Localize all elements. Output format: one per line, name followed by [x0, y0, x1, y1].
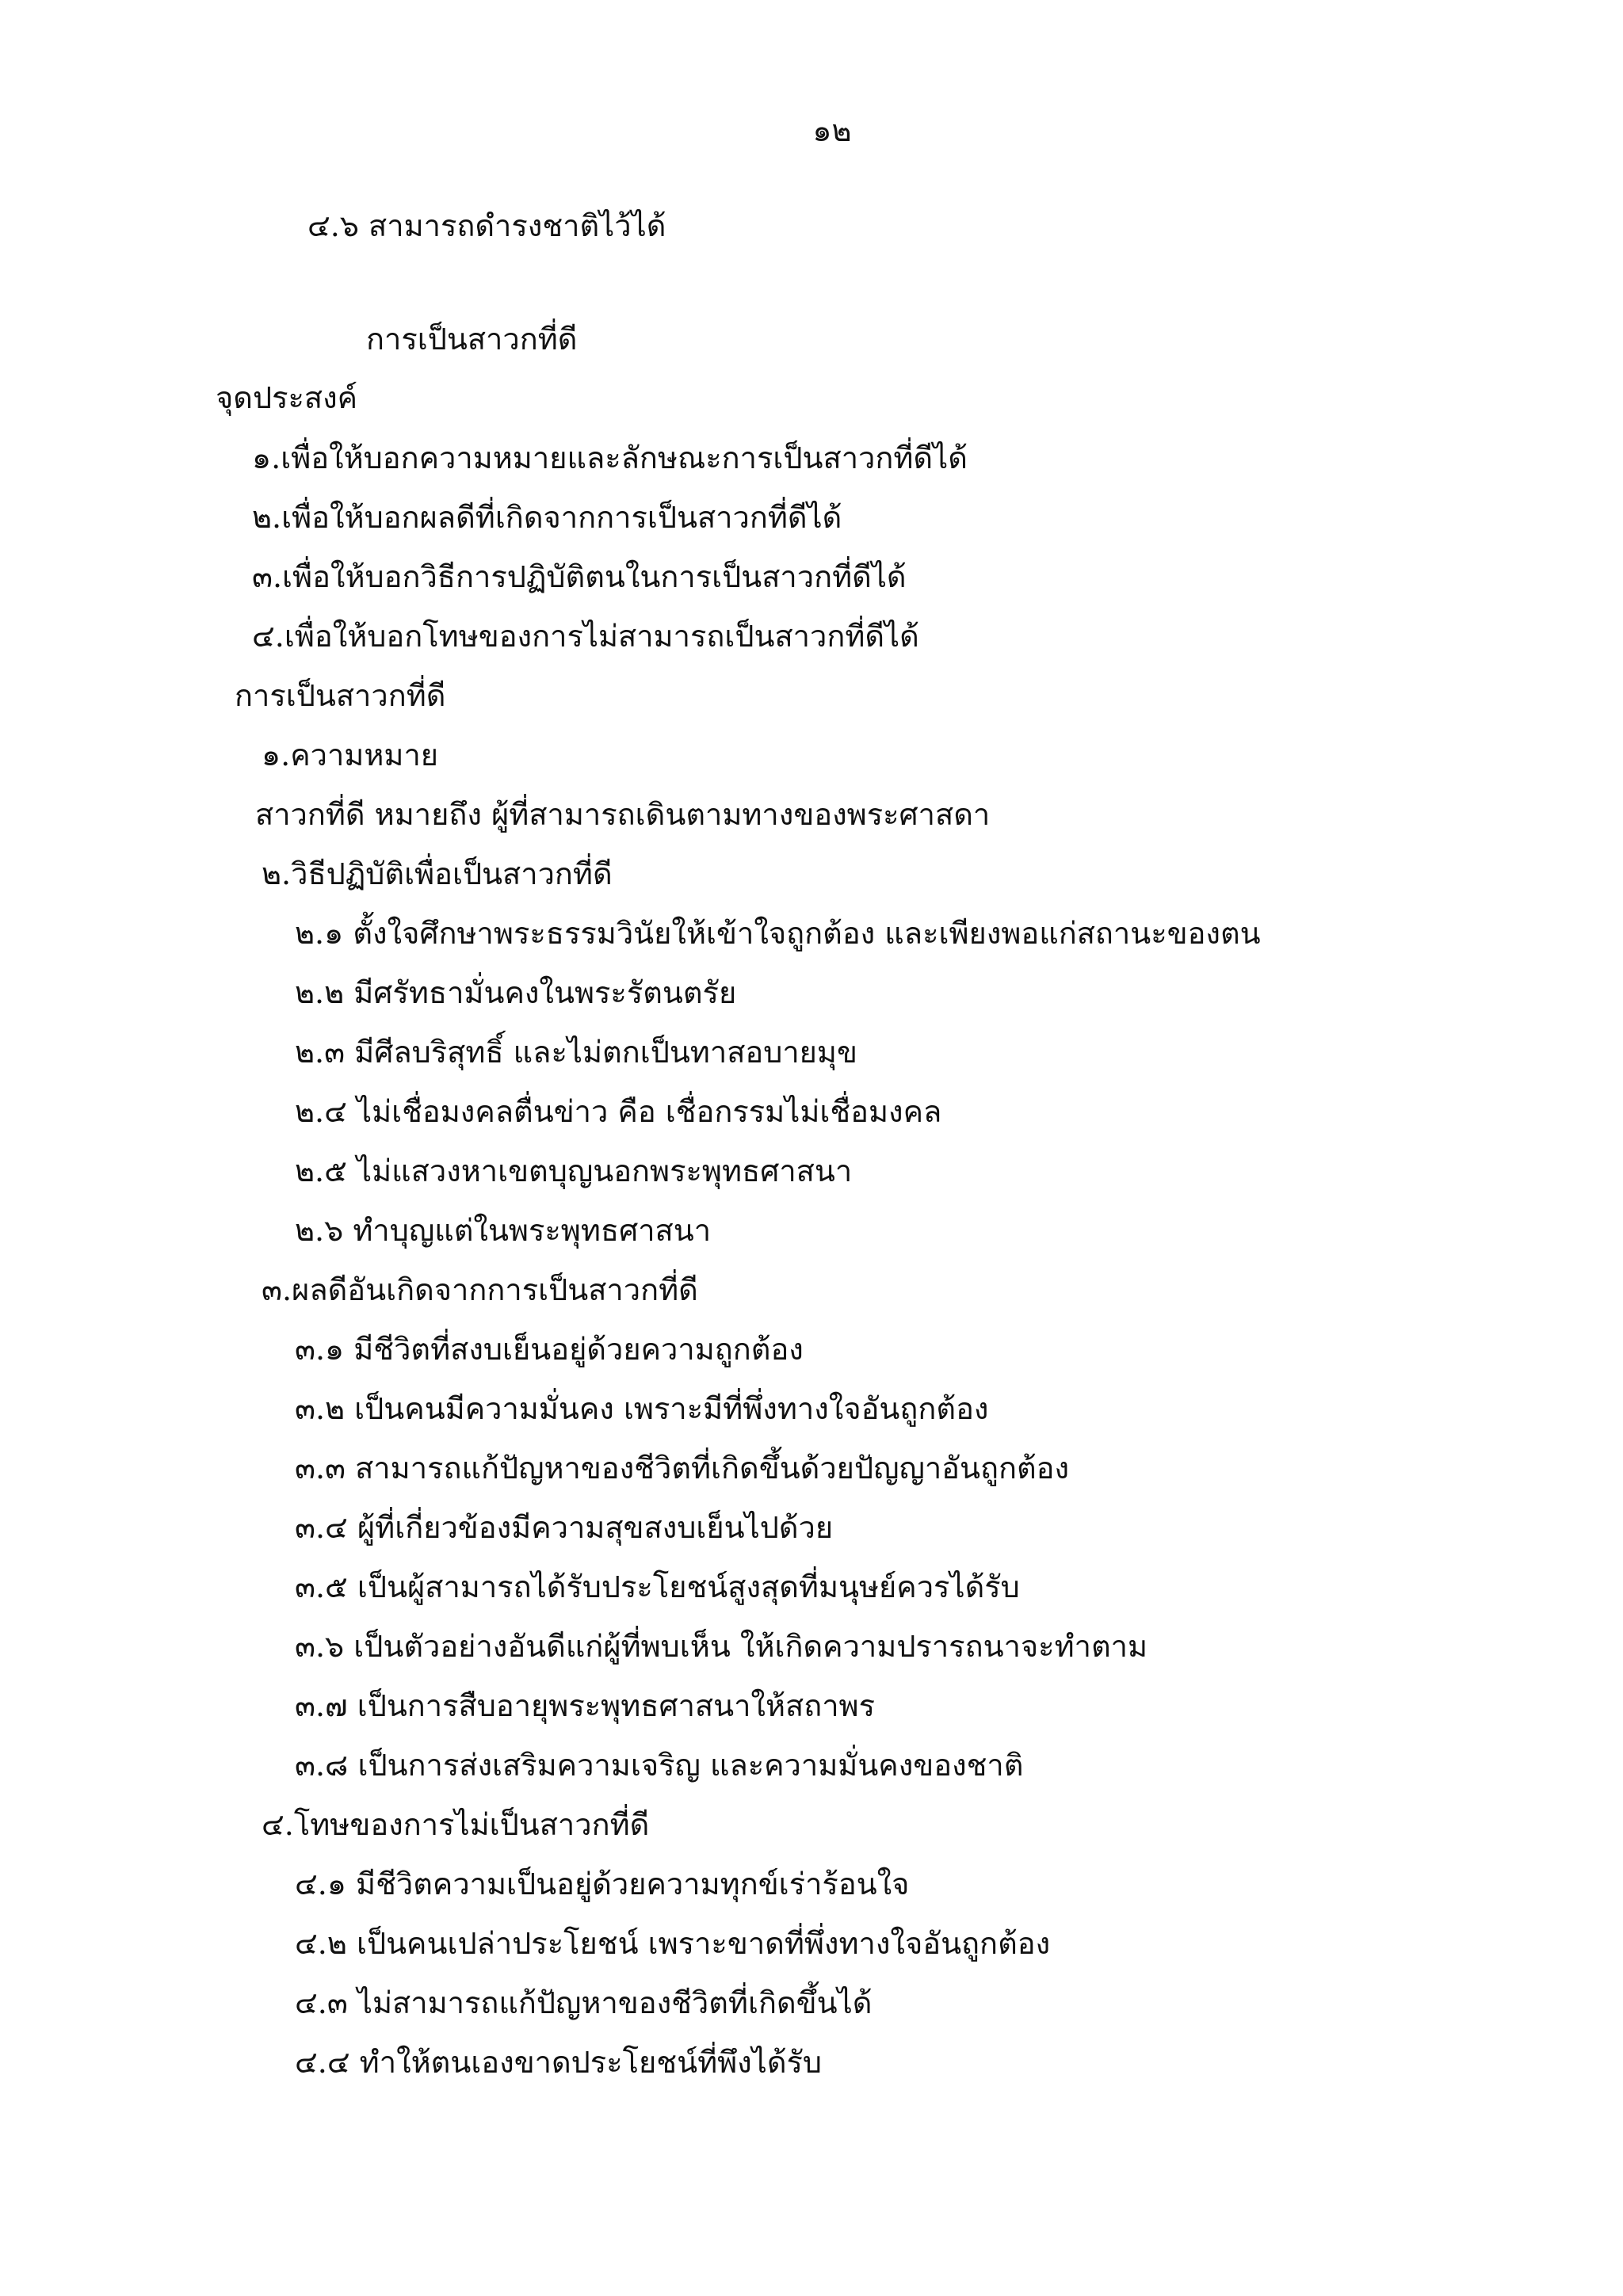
practice-item: ๒.๕ ไม่แสวงหาเขตบุญนอกพระพุทธศาสนา: [295, 1154, 853, 1188]
objective-item: ๔.เพื่อให้บอกโทษของการไม่สามารถเป็นสาวกที่ดีได้: [252, 619, 919, 654]
benefit-item: ๓.๖ เป็นตัวอย่างอันดีแก่ผู้ที่พบเห็น ให้เกิดความปรารถนาจะทำตาม: [295, 1629, 1148, 1664]
harm-item: ๔.๔ ทำให้ตนเองขาดประโยชน์ที่พึงได้รับ: [295, 2045, 823, 2080]
meaning-text: สาวกที่ดี หมายถึง ผู้ที่สามารถเดินตามทางของพระศาสดา: [255, 797, 991, 832]
benefits-heading: ๓.ผลดีอันเกิดจากการเป็นสาวกที่ดี: [262, 1272, 698, 1307]
benefit-item: ๓.๓ สามารถแก้ปัญหาของชีวิตที่เกิดขึ้นด้วยปัญญาอันถูกต้อง: [295, 1451, 1070, 1486]
benefit-item: ๓.๑ มีชีวิตที่สงบเย็นอยู่ด้วยความถูกต้อง: [295, 1332, 804, 1367]
benefit-item: ๓.๕ เป็นผู้สามารถได้รับประโยชน์สูงสุดที่มนุษย์ควรได้รับ: [295, 1569, 1020, 1604]
harms-heading: ๔.โทษของการไม่เป็นสาวกที่ดี: [262, 1807, 650, 1842]
benefit-item: ๓.๔ ผู้ที่เกี่ยวข้องมีความสุขสงบเย็นไปด้วย: [295, 1510, 834, 1545]
practice-item: ๒.๔ ไม่เชื่อมงคลตื่นข่าว คือ เชื่อกรรมไม่เชื่อมงคล: [295, 1094, 942, 1129]
harm-item: ๔.๓ ไม่สามารถแก้ปัญหาของชีวิตที่เกิดขึ้นได้: [295, 1985, 873, 2020]
benefit-item: ๓.๗ เป็นการสืบอายุพระพุทธศาสนาให้สถาพร: [295, 1688, 876, 1723]
benefit-item: ๓.๘ เป็นการส่งเสริมความเจริญ และความมั่นคงของชาติ: [295, 1748, 1024, 1783]
practice-item: ๒.๖ ทำบุญแต่ในพระพุทธศาสนา: [295, 1213, 712, 1248]
objective-item: ๒.เพื่อให้บอกผลดีที่เกิดจากการเป็นสาวกที่ดีได้: [252, 500, 842, 535]
practice-item: ๒.๑ ตั้งใจศึกษาพระธรรมวินัยให้เข้าใจถูกต้อง และเพียงพอแก่สถานะของตน: [295, 916, 1261, 951]
content-title: การเป็นสาวกที่ดี: [235, 678, 446, 713]
objective-item: ๑.เพื่อให้บอกความหมายและลักษณะการเป็นสาวกที่ดีได้: [252, 441, 968, 475]
page-number: ๑๒: [812, 113, 852, 148]
benefit-item: ๓.๒ เป็นคนมีความมั่นคง เพราะมีที่พึ่งทางใจอันถูกต้อง: [295, 1391, 989, 1426]
practice-item: ๒.๒ มีศรัทธามั่นคงในพระรัตนตรัย: [295, 975, 737, 1010]
objective-item: ๓.เพื่อให้บอกวิธีการปฏิบัติตนในการเป็นสาวกที่ดีได้: [252, 559, 907, 594]
practice-item: ๒.๓ มีศีลบริสุทธิ์ และไม่ตกเป็นทาสอบายมุข: [295, 1035, 857, 1070]
objectives-label: จุดประสงค์: [216, 380, 358, 415]
section-heading: ๔.๖ สามารถดำรงชาติไว้ได้: [307, 208, 666, 243]
chapter-title: การเป็นสาวกที่ดี: [366, 322, 578, 357]
meaning-heading: ๑.ความหมาย: [262, 738, 439, 772]
harm-item: ๔.๒ เป็นคนเปล่าประโยชน์ เพราะขาดที่พึ่งทางใจอันถูกต้อง: [295, 1926, 1051, 1961]
practice-heading: ๒.วิธีปฏิบัติเพื่อเป็นสาวกที่ดี: [262, 856, 613, 891]
harm-item: ๔.๑ มีชีวิตความเป็นอยู่ด้วยความทุกข์เร่าร้อนใจ: [295, 1867, 910, 1901]
